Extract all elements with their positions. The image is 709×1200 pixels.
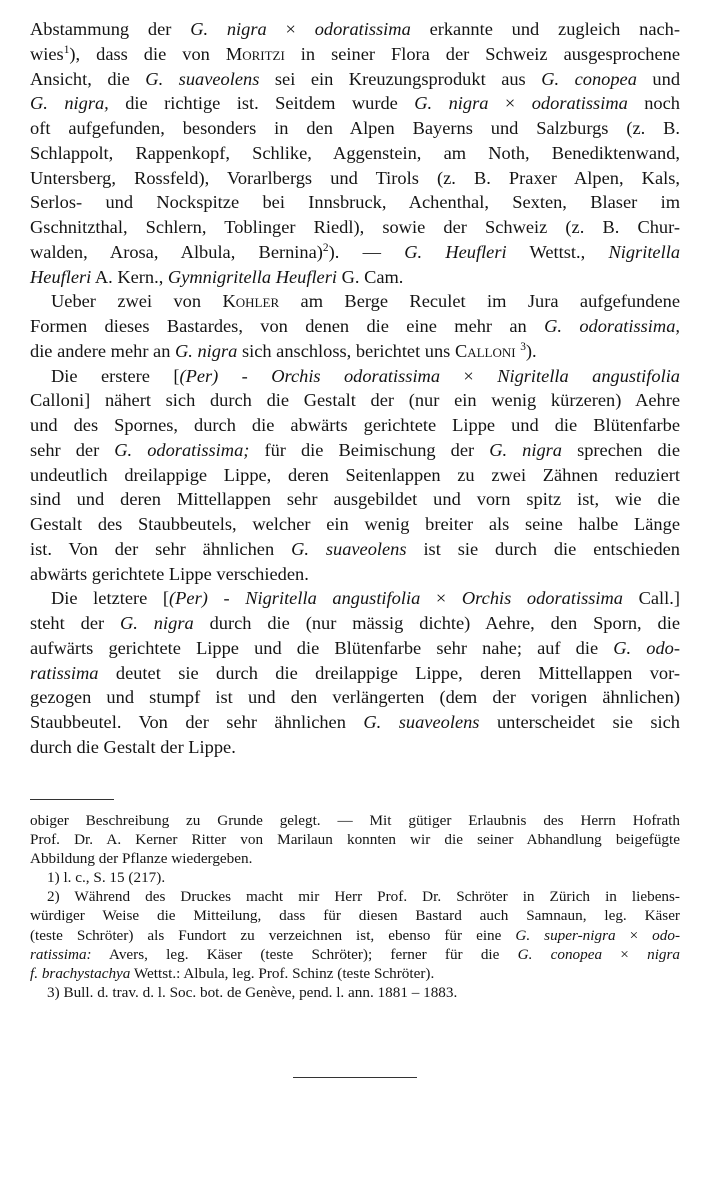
text-run: ist sie durch die entschieden [406, 538, 681, 559]
italic-text: odoratissima [531, 93, 628, 114]
text-line [30, 463, 680, 488]
text-run: würdiger Weise die Mitteilung, dass für diesen Bastard auch Samnaun, leg. Käser [30, 907, 680, 925]
text-line [30, 661, 680, 686]
italic-text: odoratissima [314, 19, 411, 39]
text-run: Wettst., [506, 241, 609, 262]
text-line [30, 67, 680, 92]
text-run: die andere mehr an [30, 340, 176, 361]
text-run: Serlos- und Nockspitze bei Innsbruck, Achenthal, Sexten, Blaser im [30, 192, 680, 213]
text-line [30, 537, 680, 562]
italic-text: G. odoratissima, [544, 316, 680, 336]
paragraph-1 [30, 17, 680, 289]
text-line [30, 611, 680, 636]
text-run: sehr der [30, 439, 115, 460]
italic-text: ratissima: [30, 945, 92, 963]
text-line [30, 887, 680, 906]
text-line [30, 438, 680, 463]
text-run: Ansicht, die [30, 68, 146, 89]
italic-text: G. odo- [613, 637, 680, 658]
text-line [30, 42, 680, 67]
footnote-continuation [30, 811, 680, 868]
text-run: Untersberg, Rossfeld), Vorarlbergs und Tirols (z. B. Praxer Alpen, Kals, [30, 167, 680, 188]
text-line [30, 17, 680, 42]
text-line [30, 388, 680, 413]
text-run: sprechen die [562, 439, 680, 460]
text-run: 3) Bull. d. trav. d. l. Soc. bot. de Genève, pend. l. ann. 1881 – 1883. [47, 983, 458, 1001]
text-run: Moritzi [225, 43, 285, 64]
footnote-ref: 2 [322, 241, 329, 254]
paragraph-3 [30, 364, 680, 587]
text-run: × [266, 19, 315, 39]
text-run: sind und deren Mittellappen sehr ausgebildet und vorn spitz ist, wie die [30, 489, 680, 510]
italic-text: ratissima [30, 662, 99, 683]
italic-text: G. conopea [517, 945, 603, 963]
italic-text: nigra [647, 945, 681, 963]
text-line [30, 339, 680, 364]
italic-text: odo- [652, 926, 680, 944]
text-line [30, 735, 680, 760]
italic-text: G. conopea [541, 68, 637, 89]
text-run: Avers, leg. Käser (teste Schröter); ferner für die [91, 945, 518, 963]
text-run: Gestalt des Staubbeutels, welcher ein wenig breiter als seine halbe Länge [30, 514, 680, 534]
text-run: wies [30, 43, 64, 64]
paragraph-2 [30, 289, 680, 363]
text-run: × [602, 945, 648, 963]
text-line [30, 945, 680, 964]
text-run: steht der [30, 613, 121, 633]
text-run: abwärts gerichtete Lippe verschieden. [30, 563, 309, 584]
text-run: sei ein Kreuzungsprodukt aus [259, 68, 542, 89]
end-rule [293, 1077, 417, 1078]
text-run: 2) Während des Druckes macht mir Herr Prof. Dr. Schröter in Zürich in liebens- [47, 888, 680, 906]
text-run: ), dass die von [69, 43, 226, 64]
text-run: durch die Gestalt der Lippe. [30, 736, 236, 757]
italic-text: G. super-nigra [515, 926, 616, 944]
text-run: die richtige ist. Seitdem wurde [108, 93, 415, 114]
text-run: undeutlich dreilappige Lippe, deren Seitenlappen zu zwei Zähnen reduziert [30, 464, 680, 485]
text-run: für die Beimischung der [249, 439, 490, 460]
text-run: obiger Beschreibung zu Grunde gelegt. — Mit gütiger Erlaubnis des Herrn Hofrath [30, 812, 680, 829]
italic-text: G. nigra [489, 439, 563, 460]
text-run: Calloni] nähert sich durch die Gestalt der (nur ein wenig kürzeren) Aehre [30, 390, 680, 411]
text-line [30, 215, 680, 240]
footnote-1 [30, 868, 680, 887]
italic-text: G. suaveolens [145, 68, 260, 89]
text-run: Die erstere [ [51, 365, 180, 386]
text-run: Call.] [622, 588, 680, 609]
footnote-ref: 3 [520, 340, 526, 353]
text-run: × [440, 365, 498, 386]
text-line [30, 868, 680, 887]
italic-text: G. nigra [120, 613, 194, 633]
text-line [30, 413, 680, 438]
text-run: gezogen und stumpf ist und den verlängerten (dem der vorigen ähnlichen) [30, 687, 680, 708]
text-line [30, 240, 680, 265]
text-line [30, 710, 680, 735]
footnote-ref: 1 [63, 43, 70, 56]
italic-text: f. brachystachya [30, 964, 131, 982]
text-run: Ueber zwei von [51, 291, 223, 312]
text-run: aufwärts gerichtete Lippe und die Blütenfarbe sehr nahe; auf die [30, 637, 614, 658]
text-run: walden, Arosa, Albula, Bernina) [30, 241, 323, 262]
footnote-separator [30, 799, 114, 800]
text-run: Gschnitzthal, Schlern, Toblinger Riedl), sowie der Schweiz (z. B. Chur- [30, 217, 680, 237]
text-run: durch die (nur mässig dichte) Aehre, den Sporn, die [193, 613, 680, 633]
text-line [30, 586, 680, 611]
text-run: deutet sie durch die dreilappige Lippe, deren Mittellappen vor- [98, 662, 680, 683]
text-run: erkannte und zugleich nach- [410, 19, 680, 39]
text-run: Schlappolt, Rappenkopf, Schlike, Aggenstein, am Noth, Benediktenwand, [30, 142, 680, 163]
italic-text: Nigritella angustifolia [497, 365, 680, 386]
text-run: oft aufgefunden, besonders in den Alpen Bayerns und Salzburgs (z. B. [30, 118, 680, 138]
text-run: Staubbeutel. Von der sehr ähnlichen [30, 712, 364, 732]
text-line [30, 364, 680, 389]
text-run: in seiner Flora der Schweiz ausgesprochene [284, 43, 680, 64]
italic-text: (Per) - Orchis odoratissima [179, 365, 441, 386]
footnote-2 [30, 887, 680, 982]
italic-text: G. nigra [175, 340, 238, 361]
text-run: Calloni [454, 340, 516, 361]
text-line [30, 512, 680, 537]
italic-text: Gymnigritella Heufleri [167, 266, 337, 287]
text-run: Die letztere [ [51, 588, 170, 609]
text-line [30, 314, 680, 339]
text-run: sich anschloss, berichtet uns [237, 340, 455, 361]
text-run: Formen dieses Bastardes, von denen die eine mehr an [30, 316, 545, 336]
italic-text: Orchis odoratissima [461, 588, 623, 609]
main-text [30, 17, 680, 760]
text-run: und des Spornes, durch die abwärts gerichtete Lippe und die Blütenfarbe [30, 415, 680, 435]
text-line [30, 983, 680, 1002]
italic-text: G. suaveolens [291, 538, 407, 559]
text-run: 1) l. c., S. 15 (217). [47, 869, 166, 887]
text-line [30, 289, 680, 314]
text-run: Prof. Dr. A. Kerner Ritter von Marilaun konnten wir die seiner Abhandlung beigefügte [30, 831, 680, 849]
text-line [30, 190, 680, 215]
italic-text: G. suaveolens [363, 712, 480, 732]
text-line [30, 811, 680, 830]
text-run: unterscheidet sie sich [479, 712, 681, 732]
italic-text: Nigritella [608, 241, 681, 262]
text-line [30, 830, 680, 849]
italic-text: G. nigra [414, 93, 489, 114]
text-run: Kohler [222, 291, 280, 312]
text-run: ). — [328, 241, 405, 262]
text-line [30, 849, 680, 868]
footnote-3 [30, 983, 680, 1002]
text-line [30, 906, 680, 925]
text-line [30, 141, 680, 166]
text-run: am Berge Reculet im Jura aufgefundene [279, 291, 680, 312]
text-run: Abstammung der [30, 19, 191, 39]
text-run: × [615, 926, 653, 944]
text-line [30, 562, 680, 587]
italic-text: G. odoratissima; [114, 439, 250, 460]
text-run: × [488, 93, 532, 114]
text-run: A. Kern., [91, 266, 168, 287]
italic-text: Heufleri [30, 266, 92, 287]
italic-text: G. nigra, [30, 93, 109, 114]
text-line [30, 964, 680, 983]
text-line [30, 685, 680, 710]
text-run: (teste Schröter) als Fundort zu verzeichnen ist, ebenso für eine [30, 926, 516, 944]
text-run: noch [627, 93, 680, 114]
text-run: × [420, 588, 462, 609]
italic-text: G. nigra [190, 19, 267, 39]
text-line [30, 487, 680, 512]
text-run: Wettst.: Albula, leg. Prof. Schinz (teste Schröter). [130, 964, 435, 982]
text-line [30, 926, 680, 945]
italic-text: G. Heufleri [404, 241, 507, 262]
text-run: Abbildung der Pflanze wiedergeben. [30, 850, 253, 868]
text-line [30, 265, 680, 290]
footnotes [30, 811, 680, 1002]
text-run: ). [525, 340, 537, 361]
text-run: G. Cam. [337, 266, 404, 287]
text-line [30, 636, 680, 661]
text-line [30, 91, 680, 116]
text-line [30, 166, 680, 191]
paragraph-4 [30, 586, 680, 759]
italic-text: (Per) - Nigritella angustifolia [169, 588, 421, 609]
text-line [30, 116, 680, 141]
text-run: ist. Von der sehr ähnlichen [30, 538, 292, 559]
text-run: und [636, 68, 681, 89]
